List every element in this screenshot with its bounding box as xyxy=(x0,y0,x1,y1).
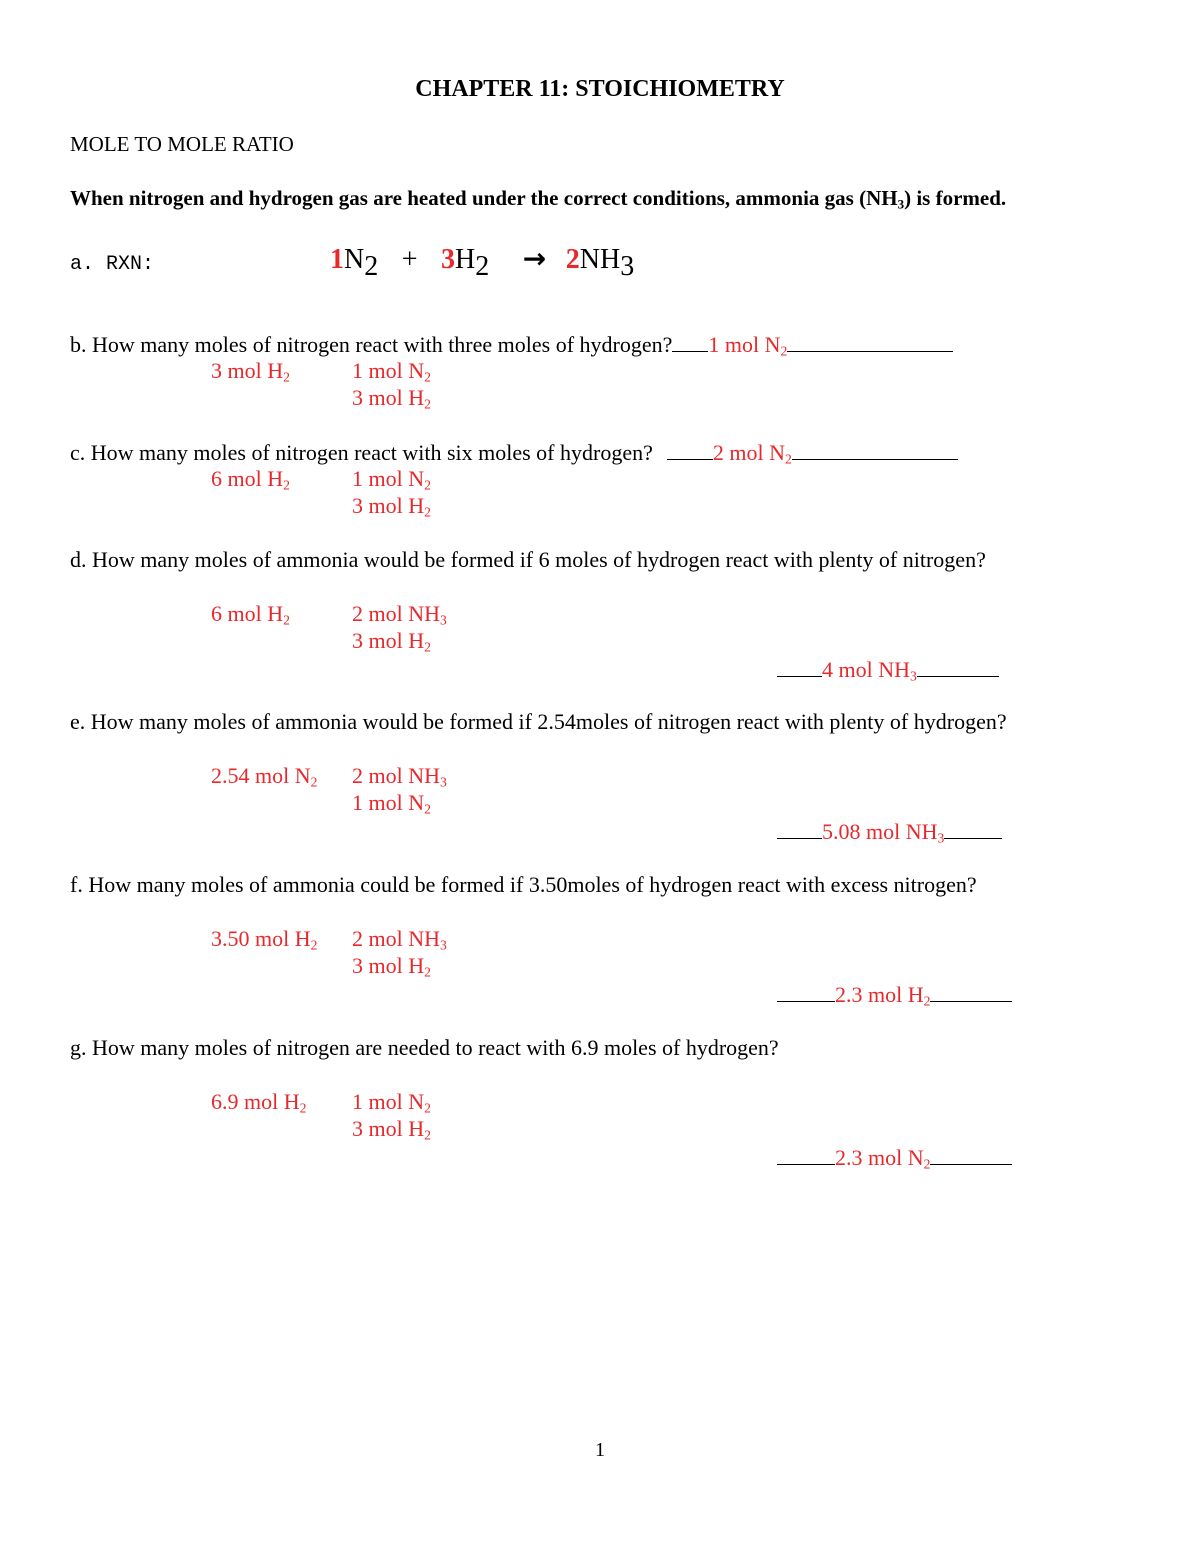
work-e-denominator: 1 mol $N_2$ xyxy=(352,790,431,817)
answer-line-g xyxy=(777,1145,1012,1172)
work-f-given: 3.50 mol $H_2$ xyxy=(211,926,318,953)
question-f: f. How many moles of ammonia could be formed if 3.50moles of hydrogen react with excess nitrogen? xyxy=(70,872,977,897)
work-b-given: 3 mol $H_2$ xyxy=(211,358,290,385)
work-d-given: 6 mol $H_2$ xyxy=(211,601,290,628)
reaction-equation: $1N_2 + 3H_2 \to 2NH_3$ xyxy=(330,242,635,282)
work-b-numerator: 1 mol $N_2$ xyxy=(352,358,431,385)
answer-c: 2 mol $N_2$ xyxy=(712,440,792,467)
work-b-denominator: 3 mol $H_2$ xyxy=(352,385,431,412)
work-f-numerator: 2 mol $NH_3$ xyxy=(352,926,447,953)
work-d-denominator: 3 mol $H_2$ xyxy=(352,628,431,655)
question-d: d. How many moles of ammonia would be formed if 6 moles of hydrogen react with plenty of nitrogen? xyxy=(70,547,986,572)
work-g-numerator: 1 mol $N_2$ xyxy=(352,1089,431,1116)
section-heading: MOLE TO MOLE RATIO xyxy=(70,132,294,156)
work-e-numerator: 2 mol $NH_3$ xyxy=(352,763,447,790)
answer-f: 2.3 mol $H_2$ xyxy=(835,982,931,1009)
question-c: c. How many moles of nitrogen react with six moles of hydrogen? 2 mol $N_2$ xyxy=(70,441,958,464)
page-title: CHAPTER 11: STOICHIOMETRY xyxy=(415,76,785,102)
answer-b: 1 mol $N_2$ xyxy=(708,332,788,359)
coefficient-h2: 3 xyxy=(441,244,456,275)
answer-line-d xyxy=(777,657,999,684)
work-g-denominator: 3 mol $H_2$ xyxy=(352,1116,431,1143)
work-g-given: 6.9 mol $H_2$ xyxy=(211,1089,307,1116)
work-c-denominator: 3 mol $H_2$ xyxy=(352,493,431,520)
question-e: e. How many moles of ammonia would be formed if 2.54moles of nitrogen react with plenty of hydrogen? xyxy=(70,709,1007,734)
work-f-denominator: 3 mol $H_2$ xyxy=(352,953,431,980)
answer-e: 5.08 mol $NH_3$ xyxy=(822,819,945,846)
answer-line-f xyxy=(777,982,1012,1009)
arrow-icon: → xyxy=(522,242,547,275)
work-c-numerator: 1 mol $N_2$ xyxy=(352,466,431,493)
answer-d: 4 mol $NH_3$ xyxy=(822,657,917,684)
work-d-numerator: 2 mol $NH_3$ xyxy=(352,601,447,628)
question-a-label: a. RXN: xyxy=(70,253,155,276)
answer-g: 2.3 mol $N_2$ xyxy=(835,1145,931,1172)
page-number: 1 xyxy=(595,1439,605,1461)
question-b: b. How many moles of nitrogen react with three moles of hydrogen? 1 mol $N_2$ xyxy=(70,333,953,356)
coefficient-n2: 1 xyxy=(330,244,344,275)
intro-text: When nitrogen and hydrogen gas are heated under the correct conditions, ammonia gas $(NH_3)$ is formed. xyxy=(70,186,1007,212)
question-g: g. How many moles of nitrogen are needed to react with 6.9 moles of hydrogen? xyxy=(70,1035,779,1060)
work-e-given: 2.54 mol $N_2$ xyxy=(211,763,318,790)
coefficient-nh3: 2 xyxy=(565,244,580,275)
answer-line-e xyxy=(777,819,1002,846)
work-c-given: 6 mol $H_2$ xyxy=(211,466,290,493)
